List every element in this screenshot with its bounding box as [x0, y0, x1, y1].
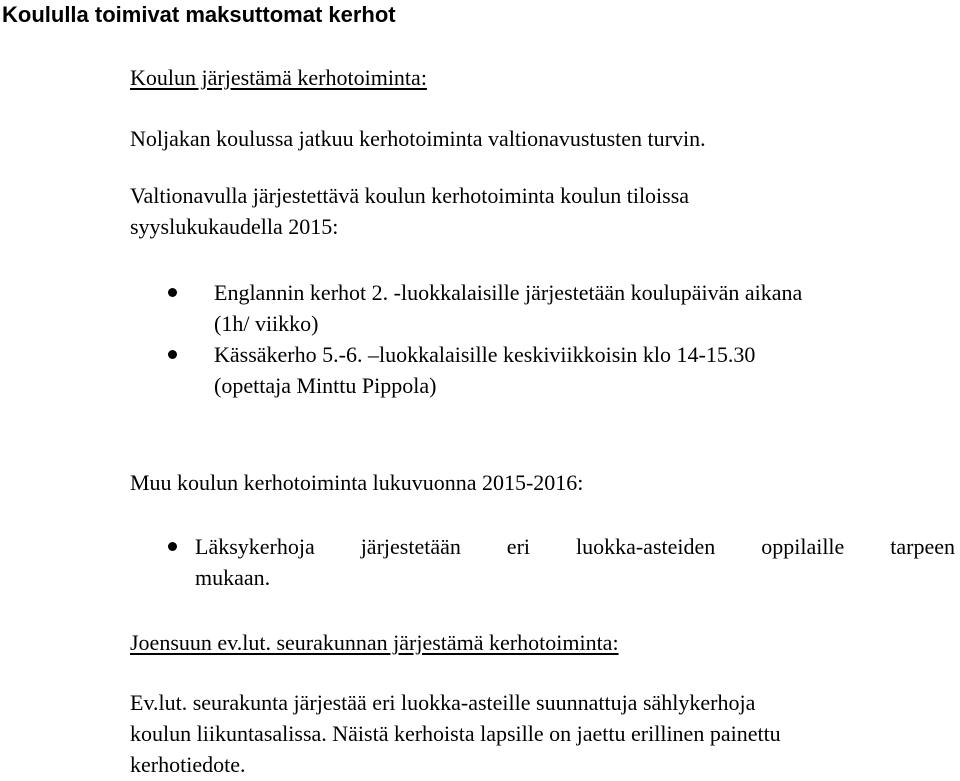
- parish-text-line3: kerhotiedote.: [130, 752, 246, 777]
- parish-clubs-heading: Joensuun ev.lut. seurakunnan järjestämä kerhotoiminta:: [130, 630, 619, 655]
- school-clubs-heading: Koulun järjestämä kerhotoiminta:: [130, 65, 427, 90]
- club-item-crafts-line1: Kässäkerho 5.-6. –luokkalaisille keskiviikkoisin klo 14-15.30: [214, 342, 756, 367]
- parish-text-line1: Ev.lut. seurakunta järjestää eri luokka-asteille suunnattuja sählykerhoja: [130, 690, 756, 715]
- homework-club-line2: mukaan.: [195, 565, 271, 590]
- club-item-crafts-line2: (opettaja Minttu Pippola): [214, 373, 437, 398]
- club-item-english-line2: (1h/ viikko): [214, 311, 319, 336]
- state-aid-paragraph-line1: Valtionavulla järjestettävä koulun kerhotoiminta koulun tiloissa: [130, 183, 690, 208]
- homework-club-line1: Läksykerhoja järjestetään eri luokka-asteiden oppilaille tarpeen: [195, 534, 955, 559]
- other-clubs-heading: Muu koulun kerhotoiminta lukuvuonna 2015-2016:: [130, 470, 584, 495]
- bullet-icon: [168, 350, 177, 359]
- bullet-icon: [168, 288, 177, 297]
- parish-text-line2: koulun liikuntasalissa. Näistä kerhoista lapsille on jaettu erillinen painettu: [130, 721, 781, 746]
- club-item-english-line1: Englannin kerhot 2. -luokkalaisille järjestetään koulupäivän aikana: [214, 280, 803, 305]
- state-aid-paragraph-line2: syyslukukaudella 2015:: [130, 214, 339, 239]
- page-title: Koululla toimivat maksuttomat kerhot: [2, 2, 396, 27]
- bullet-icon: [168, 542, 177, 551]
- intro-text: Noljakan koulussa jatkuu kerhotoiminta valtionavustusten turvin.: [130, 126, 706, 151]
